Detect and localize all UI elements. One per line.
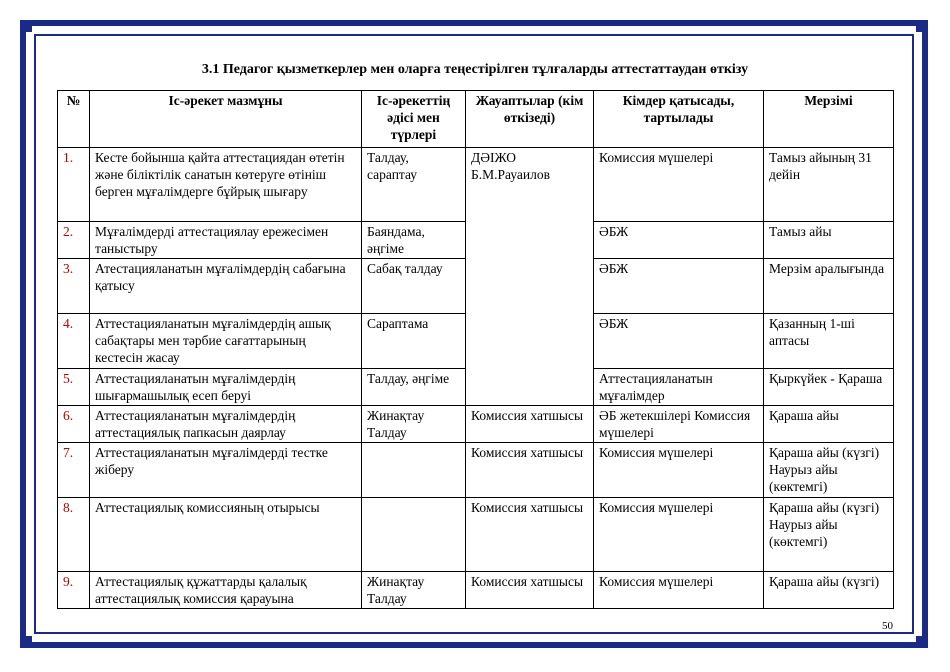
row-participants: Комиссия мүшелері — [594, 572, 764, 609]
row-method — [362, 443, 466, 498]
row-deadline: Мерзім аралығында — [764, 259, 894, 314]
row-number: 8. — [58, 498, 90, 572]
row-number: 3. — [58, 259, 90, 314]
header-participants: Кімдер қатысады, тартылады — [594, 91, 764, 148]
row-responsible: Комиссия хатшысы — [466, 572, 594, 609]
header-number: № — [58, 91, 90, 148]
row-deadline: Тамыз айы — [764, 222, 894, 259]
row-content: Аттестациялық комиссияның отырысы — [90, 498, 362, 572]
header-content: Іс-әрекет мазмұны — [90, 91, 362, 148]
row-method: Сабақ талдау — [362, 259, 466, 314]
row-participants: Комиссия мүшелері — [594, 498, 764, 572]
row-responsible: Комиссия хатшысы — [466, 406, 594, 443]
row-method: Жинақтау Талдау — [362, 406, 466, 443]
row-method: Талдау, әңгіме — [362, 369, 466, 406]
row-number: 2. — [58, 222, 90, 259]
page-number: 50 — [882, 620, 893, 632]
row-participants: ӘБЖ — [594, 222, 764, 259]
page-title: 3.1 Педагог қызметкерлер мен оларға теңестірілген тұлғаларды аттестаттаудан өткізу — [201, 62, 749, 77]
header-responsible: Жауаптылар (кім өткізеді) — [466, 91, 594, 148]
row-content: Аттестацияланатын мұғалімдердің аттестациялық папкасын даярлау — [90, 406, 362, 443]
table-row — [58, 498, 894, 572]
row-participants: ӘБЖ — [594, 314, 764, 369]
row-method — [362, 498, 466, 572]
row-deadline: Қараша айы (күзгі) Наурыз айы (көктемгі) — [764, 443, 894, 498]
row-deadline: Қазанның 1-ші аптасы — [764, 314, 894, 369]
row-content: Аттестацияланатын мұғалімдердің ашық сабақтары мен тәрбие сағаттарының кестесін жасау — [90, 314, 362, 369]
row-content: Аттестацияланатын мұғалімдердің шығармашылық есеп беруі — [90, 369, 362, 406]
table-header-row — [58, 91, 894, 148]
row-method: Талдау, сараптау — [362, 148, 466, 222]
row-participants: ӘБ жетекшілері Комиссия мүшелері — [594, 406, 764, 443]
frame-corner-bl — [20, 636, 32, 648]
row-deadline: Қараша айы (күзгі) Наурыз айы (көктемгі) — [764, 498, 894, 572]
attestation-table — [57, 90, 894, 609]
row-number: 1. — [58, 148, 90, 222]
row-content: Мұғалімдерді аттестациялау ережесімен таныстыру — [90, 222, 362, 259]
row-number: 6. — [58, 406, 90, 443]
row-participants: Аттестацияланатын мұғалімдер — [594, 369, 764, 406]
row-content: Аттестациялық құжаттарды қалалық аттестациялық комиссия қарауына — [90, 572, 362, 609]
row-deadline: Тамыз айының 31 дейін — [764, 148, 894, 222]
header-deadline: Мерзімі — [764, 91, 894, 148]
row-deadline: Қараша айы — [764, 406, 894, 443]
row-content: Кесте бойынша қайта аттестациядан өтетін және біліктілік санатын көтеруге өтініш берген мұғалімдерге бұйрық шығару — [90, 148, 362, 222]
row-number: 7. — [58, 443, 90, 498]
row-participants: Комиссия мүшелері — [594, 443, 764, 498]
row-number: 5. — [58, 369, 90, 406]
row-method: Баяндама, әңгіме — [362, 222, 466, 259]
row-content: Атестацияланатын мұғалімдердің сабағына қатысу — [90, 259, 362, 314]
row-deadline: Қараша айы (күзгі) — [764, 572, 894, 609]
frame-corner-tr — [916, 20, 928, 32]
row-number: 9. — [58, 572, 90, 609]
table-row — [58, 443, 894, 498]
frame-corner-br — [916, 636, 928, 648]
row-content: Аттестацияланатын мұғалімдерді тестке жіберу — [90, 443, 362, 498]
table-row — [58, 572, 894, 609]
table-row — [58, 406, 894, 443]
row-method: Жинақтау Талдау — [362, 572, 466, 609]
frame-corner-tl — [20, 20, 32, 32]
row-responsible: Комиссия хатшысы — [466, 443, 594, 498]
header-method: Іс-әрекеттің әдісі мен түрлері — [362, 91, 466, 148]
row-participants: Комиссия мүшелері — [594, 148, 764, 222]
row-deadline: Қыркүйек - Қараша — [764, 369, 894, 406]
row-number: 4. — [58, 314, 90, 369]
row-method: Сараптама — [362, 314, 466, 369]
table-row — [58, 148, 894, 222]
row-responsible: ДӘІЖО Б.М.Рауаилов — [466, 148, 594, 406]
row-participants: ӘБЖ — [594, 259, 764, 314]
row-responsible: Комиссия хатшысы — [466, 498, 594, 572]
